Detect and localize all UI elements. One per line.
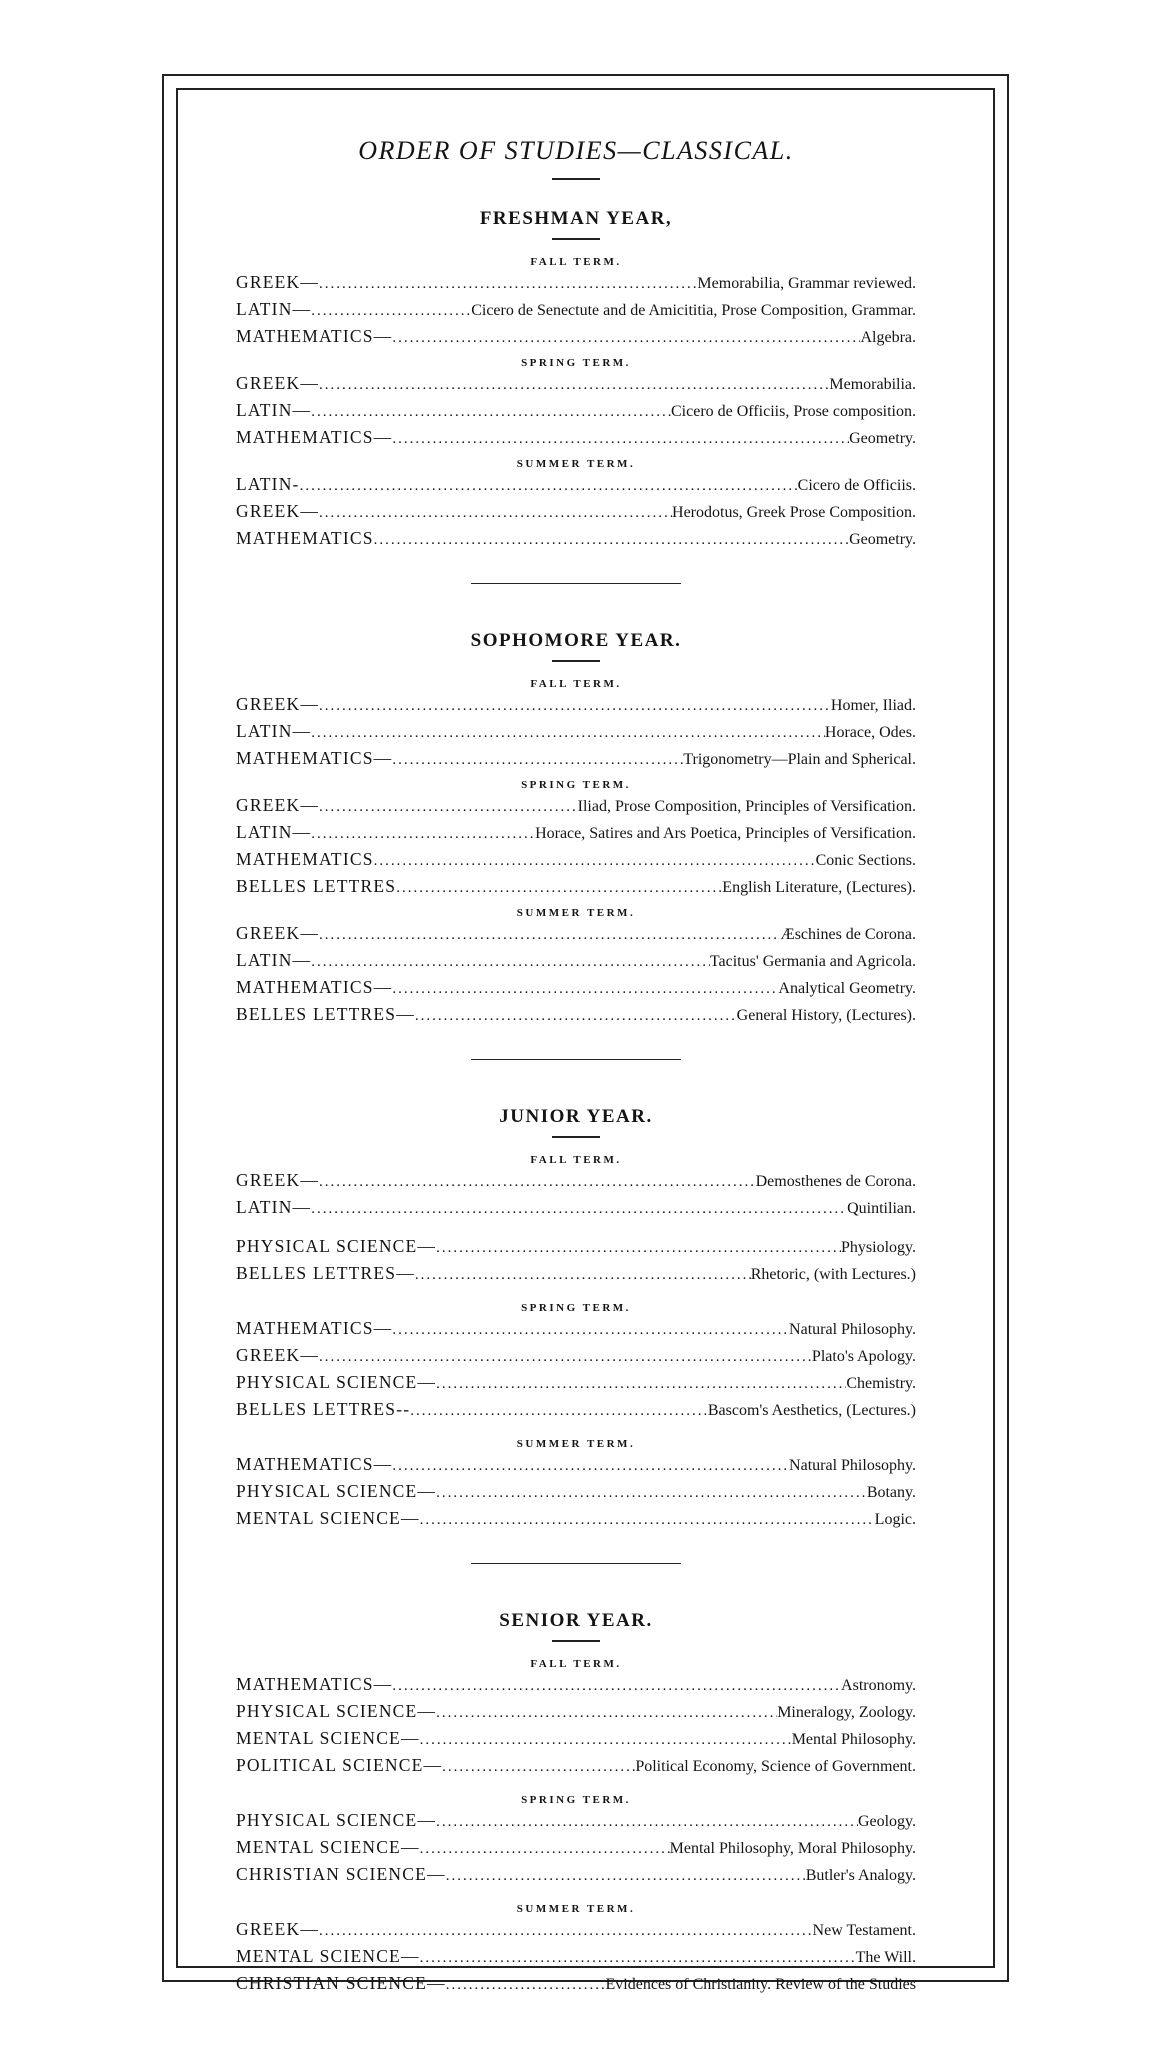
course-entry: [236, 1672, 916, 1699]
subject-label: MATHEMATICS: [236, 849, 374, 869]
course-description: Bascom's Aesthetics, (Lectures.): [707, 1402, 916, 1419]
course-entry: [236, 270, 916, 297]
course-entry: [236, 1002, 916, 1029]
dot-leader: [396, 876, 722, 901]
term-heading: SPRING TERM.: [521, 357, 631, 369]
course-entry: [236, 820, 916, 847]
subject-label: GREEK—: [236, 795, 320, 815]
dot-leader: [392, 748, 683, 773]
dot-leader: [311, 400, 671, 425]
term-heading: FALL TERM.: [530, 1658, 622, 1670]
course-description: Conic Sections.: [815, 852, 916, 869]
course-description: Tacitus' Germania and Agricola.: [709, 953, 916, 970]
course-entry: [236, 1168, 916, 1195]
course-entry: [236, 692, 916, 719]
course-entry: [236, 1397, 916, 1424]
course-description: English Literature, (Lectures).: [722, 879, 916, 896]
dot-leader: [436, 1701, 777, 1726]
section-divider: [471, 1563, 681, 1564]
course-entry: [236, 1195, 916, 1222]
year-heading-rule: [552, 660, 600, 662]
subject-label: PHYSICAL SCIENCE—: [236, 1810, 437, 1830]
subject-label: MENTAL SCIENCE—: [236, 1837, 420, 1857]
course-entry: [236, 1862, 916, 1889]
course-entry: [236, 1343, 916, 1370]
course-description: Iliad, Prose Composition, Principles of Versification.: [577, 798, 916, 815]
order-of-studies-document: [236, 132, 916, 1998]
term-heading: SUMMER TERM.: [516, 458, 636, 470]
subject-label: MATHEMATICS—: [236, 1318, 393, 1338]
dot-leader: [319, 501, 672, 526]
year-section: [236, 206, 916, 553]
year-heading-rule: [552, 238, 600, 240]
course-entry: [236, 1808, 916, 1835]
spacer: [236, 1288, 916, 1296]
dot-leader: [436, 1810, 858, 1835]
year-section: [236, 1059, 916, 1533]
dot-leader: [420, 1946, 856, 1971]
dot-leader: [392, 326, 860, 351]
course-description: Mineralogy, Zoology.: [777, 1704, 916, 1721]
course-entry: [236, 324, 916, 351]
course-description: Cicero de Senectute and de Amicititia, Prose Composition, Grammar.: [471, 302, 916, 319]
document-title: ORDER OF STUDIES—CLASSICAL.: [358, 136, 794, 165]
subject-label: BELLES LETTRES: [236, 876, 397, 896]
subject-label: GREEK—: [236, 373, 320, 393]
dot-leader: [436, 1372, 846, 1397]
subject-label: CHRISTIAN SCIENCE—: [236, 1864, 446, 1884]
course-description: Mental Philosophy.: [791, 1731, 916, 1748]
subject-label: GREEK—: [236, 501, 320, 521]
course-entry: [236, 371, 916, 398]
year-heading: SOPHOMORE YEAR.: [470, 630, 682, 651]
subject-label: PHYSICAL SCIENCE—: [236, 1701, 437, 1721]
year-heading-rule: [552, 1640, 600, 1642]
dot-leader: [319, 1919, 813, 1944]
spacer: [236, 1889, 916, 1897]
course-description: Rhetoric, (with Lectures.): [750, 1266, 916, 1283]
dot-leader: [420, 1728, 792, 1753]
dot-leader: [374, 528, 849, 553]
subject-label: PHYSICAL SCIENCE—: [236, 1481, 437, 1501]
course-description: Herodotus, Greek Prose Composition.: [672, 504, 916, 521]
subject-label: LATIN-: [236, 474, 300, 494]
dot-leader: [319, 694, 831, 719]
term-heading: SPRING TERM.: [521, 779, 631, 791]
subject-label: GREEK—: [236, 1919, 320, 1939]
course-description: Geology.: [857, 1813, 916, 1830]
spacer: [236, 1424, 916, 1432]
dot-leader: [311, 1197, 847, 1222]
dot-leader: [415, 1263, 751, 1288]
course-description: Mental Philosophy, Moral Philosophy.: [669, 1840, 916, 1857]
term-heading: FALL TERM.: [530, 256, 622, 268]
dot-leader: [319, 373, 829, 398]
dot-leader: [319, 923, 780, 948]
dot-leader: [392, 977, 778, 1002]
term-heading: SUMMER TERM.: [516, 907, 636, 919]
subject-label: MATHEMATICS—: [236, 1674, 393, 1694]
term-heading: SPRING TERM.: [521, 1794, 631, 1806]
section-divider: [471, 583, 681, 584]
subject-label: PHYSICAL SCIENCE—: [236, 1372, 437, 1392]
course-description: Horace, Odes.: [824, 724, 916, 741]
course-entry: [236, 1835, 916, 1862]
course-description: General History, (Lectures).: [736, 1007, 916, 1024]
spacer: [236, 1222, 916, 1234]
year-heading-rule: [552, 1136, 600, 1138]
subject-label: CHRISTIAN SCIENCE—: [236, 1973, 446, 1993]
dot-leader: [420, 1508, 875, 1533]
course-entry: [236, 472, 916, 499]
dot-leader: [392, 1318, 789, 1343]
dot-leader: [392, 1454, 789, 1479]
year-heading: SENIOR YEAR.: [499, 1610, 653, 1631]
dot-leader: [311, 822, 535, 847]
dot-leader: [311, 950, 710, 975]
dot-leader: [420, 1837, 670, 1862]
course-entry: [236, 1726, 916, 1753]
course-description: Quintilian.: [847, 1200, 916, 1217]
course-entry: [236, 1753, 916, 1780]
course-entry: [236, 719, 916, 746]
course-description: Natural Philosophy.: [789, 1457, 916, 1474]
course-entry: [236, 425, 916, 452]
course-description: Natural Philosophy.: [789, 1321, 916, 1338]
dot-leader: [436, 1236, 841, 1261]
course-entry: [236, 1234, 916, 1261]
dot-leader: [446, 1864, 806, 1889]
section-divider: [471, 1059, 681, 1060]
course-description: Plato's Apology.: [811, 1348, 916, 1365]
dot-leader: [300, 474, 798, 499]
course-description: Astronomy.: [841, 1677, 916, 1694]
dot-leader: [311, 299, 471, 324]
year-section: [236, 583, 916, 1029]
course-entry: [236, 921, 916, 948]
subject-label: GREEK—: [236, 1170, 320, 1190]
subject-label: MATHEMATICS—: [236, 748, 393, 768]
course-description: Trigonometry—Plain and Spherical.: [683, 751, 916, 768]
course-entry: [236, 499, 916, 526]
course-description: Evidences of Christianity. Review of the Studies: [605, 1976, 916, 1993]
dot-leader: [319, 272, 697, 297]
subject-label: LATIN—: [236, 721, 312, 741]
course-entry: [236, 746, 916, 773]
course-description: Memorabilia, Grammar reviewed.: [697, 275, 916, 292]
year-section: [236, 1563, 916, 1998]
course-entry: [236, 1370, 916, 1397]
term-heading: FALL TERM.: [530, 678, 622, 690]
term-heading: SUMMER TERM.: [516, 1903, 636, 1915]
course-description: Butler's Analogy.: [805, 1867, 916, 1884]
subject-label: MATHEMATICS: [236, 528, 374, 548]
subject-label: LATIN—: [236, 950, 312, 970]
course-description: Cicero de Officiis, Prose composition.: [671, 403, 916, 420]
title-rule: [552, 178, 600, 180]
course-description: Memorabilia.: [829, 376, 916, 393]
term-heading: SPRING TERM.: [521, 1302, 631, 1314]
course-description: Geometry.: [849, 531, 916, 548]
subject-label: GREEK—: [236, 272, 320, 292]
dot-leader: [319, 1345, 812, 1370]
course-entry: [236, 1479, 916, 1506]
dot-leader: [436, 1481, 867, 1506]
subject-label: LATIN—: [236, 400, 312, 420]
course-entry: [236, 526, 916, 553]
dot-leader: [442, 1755, 635, 1780]
course-entry: [236, 1452, 916, 1479]
term-heading: FALL TERM.: [530, 1154, 622, 1166]
course-entry: [236, 1316, 916, 1343]
course-entry: [236, 793, 916, 820]
course-description: Geometry.: [849, 430, 916, 447]
course-entry: [236, 1261, 916, 1288]
subject-label: GREEK—: [236, 1345, 320, 1365]
course-description: Physiology.: [841, 1239, 916, 1256]
course-description: Analytical Geometry.: [778, 980, 916, 997]
term-heading: SUMMER TERM.: [516, 1438, 636, 1450]
subject-label: MATHEMATICS—: [236, 1454, 393, 1474]
subject-label: BELLES LETTRES--: [236, 1399, 411, 1419]
course-entry: [236, 975, 916, 1002]
subject-label: MATHEMATICS—: [236, 427, 393, 447]
year-heading: JUNIOR YEAR.: [499, 1106, 653, 1127]
course-description: Cicero de Officiis.: [797, 477, 916, 494]
subject-label: POLITICAL SCIENCE—: [236, 1755, 443, 1775]
course-description: Botany.: [866, 1484, 916, 1501]
subject-label: GREEK—: [236, 694, 320, 714]
dot-leader: [319, 795, 578, 820]
course-entry: [236, 1917, 916, 1944]
subject-label: LATIN—: [236, 299, 312, 319]
spacer: [236, 1780, 916, 1788]
course-description: Algebra.: [860, 329, 916, 346]
dot-leader: [374, 849, 816, 874]
course-description: Logic.: [874, 1511, 916, 1528]
subject-label: LATIN—: [236, 822, 312, 842]
subject-label: LATIN—: [236, 1197, 312, 1217]
course-description: Homer, Iliad.: [830, 697, 916, 714]
course-entry: [236, 847, 916, 874]
course-entry: [236, 1506, 916, 1533]
dot-leader: [311, 721, 825, 746]
course-entry: [236, 1944, 916, 1971]
course-description: Demosthenes de Corona.: [755, 1173, 916, 1190]
subject-label: MATHEMATICS—: [236, 326, 393, 346]
course-description: The Will.: [855, 1949, 916, 1966]
dot-leader: [392, 427, 849, 452]
dot-leader: [392, 1674, 841, 1699]
year-heading: FRESHMAN YEAR,: [479, 208, 673, 229]
course-entry: [236, 1971, 916, 1998]
subject-label: MENTAL SCIENCE—: [236, 1728, 420, 1748]
course-entry: [236, 948, 916, 975]
course-entry: [236, 398, 916, 425]
dot-leader: [446, 1973, 606, 1998]
subject-label: MENTAL SCIENCE—: [236, 1946, 420, 1966]
subject-label: BELLES LETTRES—: [236, 1263, 415, 1283]
dot-leader: [415, 1004, 737, 1029]
course-description: Political Economy, Science of Government.: [635, 1758, 916, 1775]
course-description: Æschines de Corona.: [780, 926, 916, 943]
years-container: [236, 206, 916, 1998]
course-entry: [236, 874, 916, 901]
subject-label: MATHEMATICS—: [236, 977, 393, 997]
subject-label: MENTAL SCIENCE—: [236, 1508, 420, 1528]
subject-label: PHYSICAL SCIENCE—: [236, 1236, 437, 1256]
dot-leader: [319, 1170, 756, 1195]
course-description: Chemistry.: [846, 1375, 916, 1392]
dot-leader: [410, 1399, 708, 1424]
course-description: New Testament.: [812, 1922, 916, 1939]
subject-label: BELLES LETTRES—: [236, 1004, 415, 1024]
course-entry: [236, 1699, 916, 1726]
course-entry: [236, 297, 916, 324]
subject-label: GREEK—: [236, 923, 320, 943]
course-description: Horace, Satires and Ars Poetica, Principles of Versification.: [535, 825, 916, 842]
